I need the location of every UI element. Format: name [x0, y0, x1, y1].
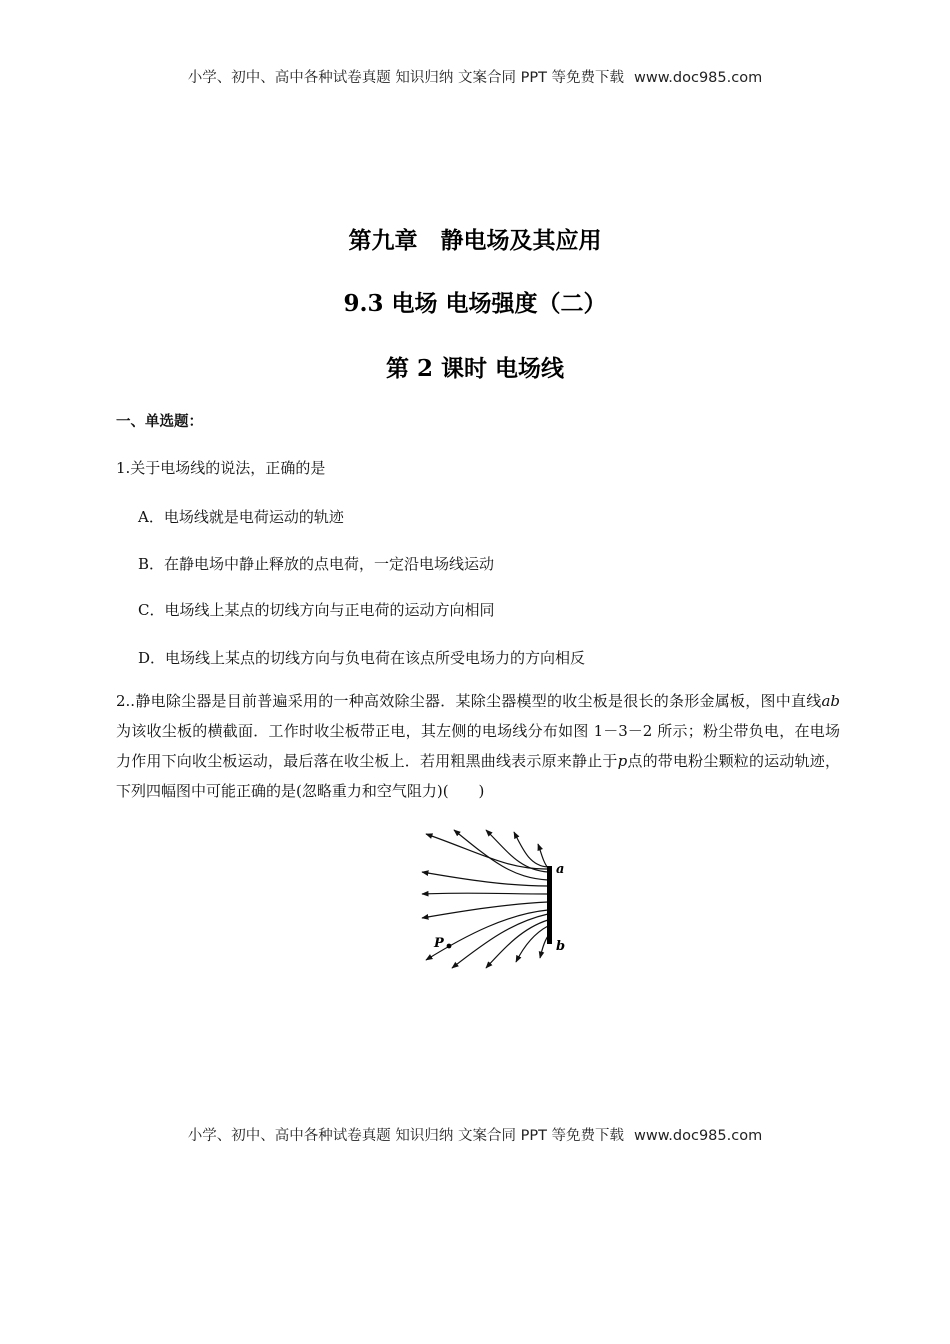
field-line-7: [422, 893, 548, 894]
page-header: [0, 66, 950, 87]
section-heading: 一、单选题：: [116, 414, 203, 430]
page-footer: [0, 1124, 950, 1145]
label-a: a: [556, 862, 565, 877]
footer-url[interactable]: www.doc985.com: [634, 1128, 763, 1144]
field-line-5: [538, 844, 548, 868]
question-2-stem: [116, 686, 840, 806]
question-1-option-b: B．在静电场中静止释放的点电荷，一定沿电场线运动: [138, 555, 495, 573]
field-line-13: [540, 936, 548, 958]
field-line-1: [426, 834, 548, 869]
header-url[interactable]: www.doc985.com: [634, 70, 763, 86]
question-1-option-a: A．电场线就是电荷运动的轨迹: [138, 508, 344, 526]
electric-field-diagram: [408, 822, 578, 982]
question-2-text-part1: 2..静电除尘器是目前普遍采用的一种高效除尘器．某除尘器模型的收尘板是很长的条形金属板，图中直线: [116, 692, 822, 710]
field-line-6: [422, 872, 548, 886]
field-line-8: [422, 902, 548, 918]
question-1-stem: 1.关于电场线的说法，正确的是: [116, 459, 326, 477]
field-line-9: [426, 910, 548, 960]
label-b: b: [556, 939, 566, 954]
label-p: P: [434, 936, 444, 951]
field-line-12: [516, 926, 548, 962]
question-1-option-d: D．电场线上某点的切线方向与负电荷在该点所受电场力的方向相反: [138, 649, 586, 667]
footer-text: 小学、初中、高中各种试卷真题 知识归纳 文案合同 PPT 等免费下载: [187, 1128, 625, 1144]
field-line-2: [454, 830, 548, 880]
question-2-var-p: p: [617, 752, 628, 770]
section-title: 9.3 电场 电场强度（二）: [343, 290, 607, 317]
header-text: 小学、初中、高中各种试卷真题 知识归纳 文案合同 PPT 等免费下载: [187, 70, 625, 86]
question-2-text-part2: 为该收尘板的横截面．工作时收尘板带正电，其左侧的电场线分布如图 1－3－2 所示；粉尘带负电，在电场力作用下向收尘板运动，最后落在收尘板上．若用粗黑曲线表示原来静止于: [116, 722, 840, 770]
chapter-title: 第九章 静电场及其应用: [348, 227, 602, 254]
lesson-title: 第 2 课时 电场线: [385, 355, 565, 382]
question-2-var-ab: ab: [821, 692, 840, 710]
collector-plate: [547, 866, 552, 944]
question-2-text-part3: 点的带电粉尘颗粒的运动轨迹，下列四幅图中可能正确的是(忽略重力和空气阻力)( ): [116, 752, 840, 800]
point-p-dot: [447, 944, 452, 949]
question-1-option-c: C．电场线上某点的切线方向与正电荷的运动方向相同: [138, 601, 495, 619]
